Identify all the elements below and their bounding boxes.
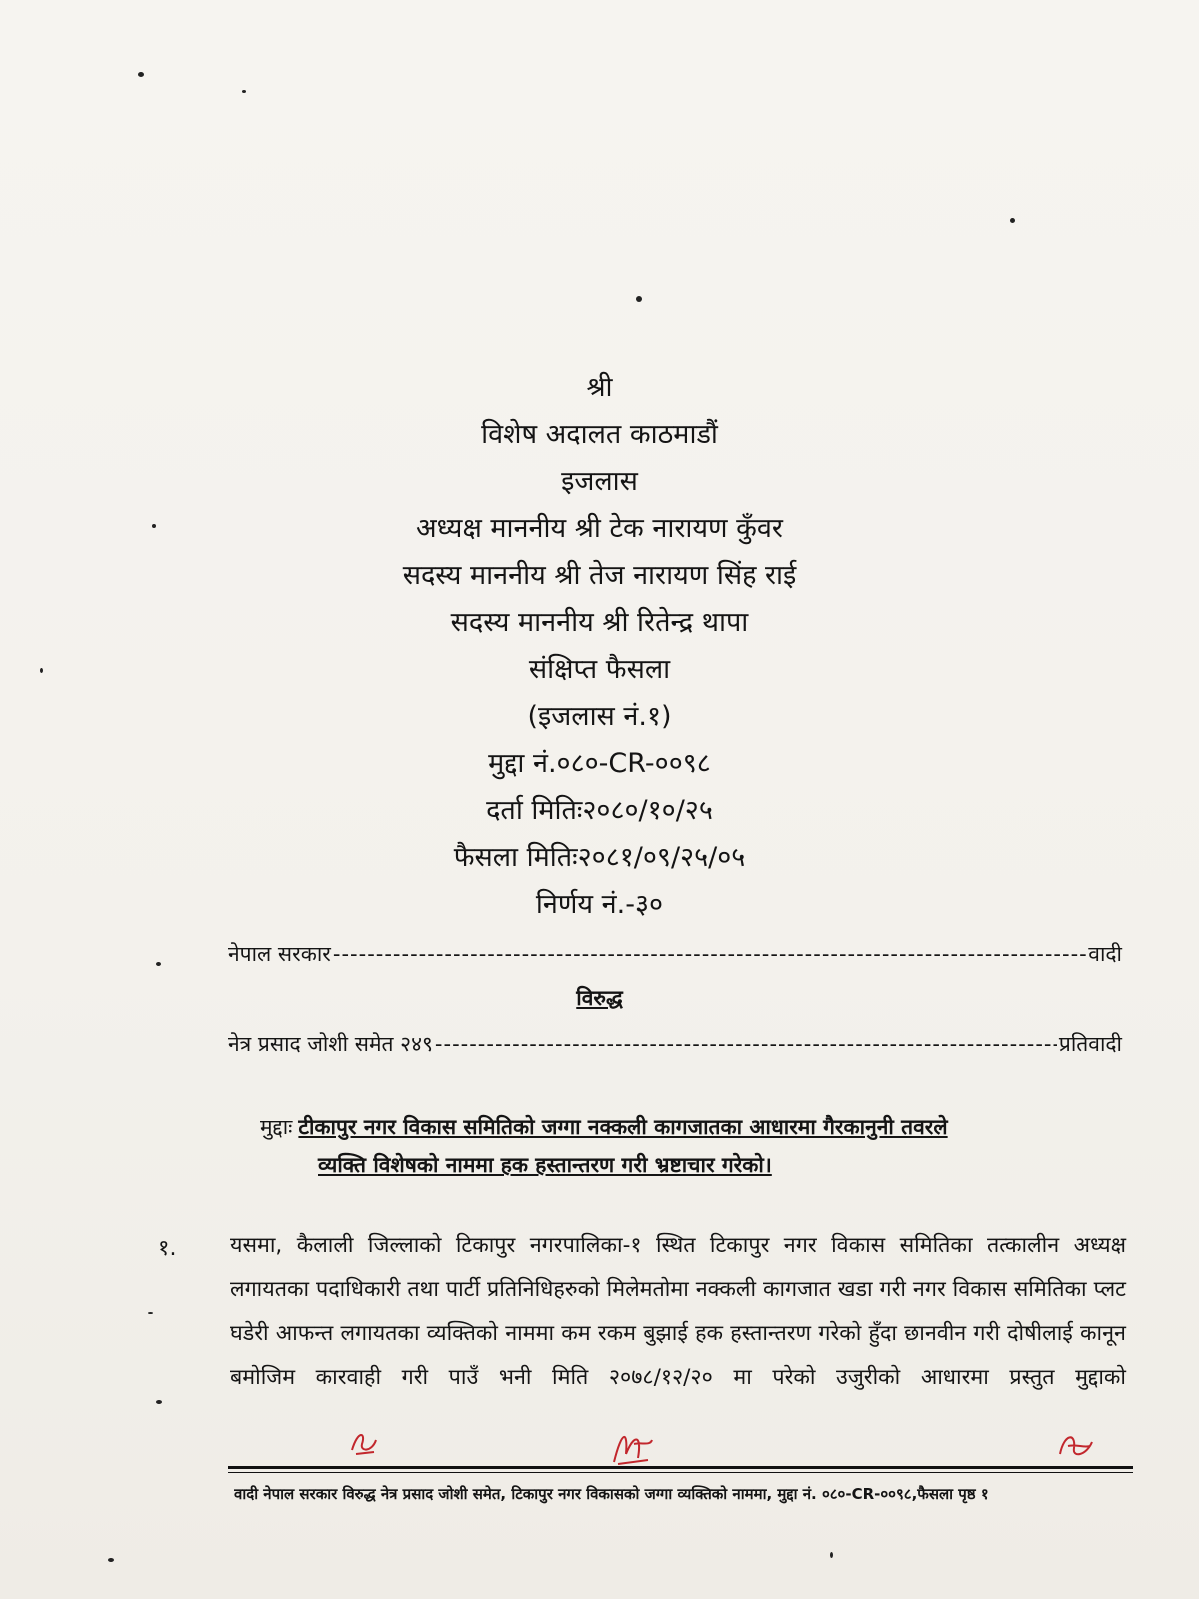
- subject-text-2: व्यक्ति विशेषको नाममा हक हस्तान्तरण गरी भ्रष्टाचार गरेको।: [318, 1153, 772, 1177]
- signature-initials-1: [348, 1422, 382, 1458]
- page-footer: वादी नेपाल सरकार विरुद्ध नेत्र प्रसाद जोशी समेत, टिकापुर नगर विकासको जग्गा व्यक्तिको नाममा, मुद्दा नं. ०८०-CR-००९८,फैसला पृष्ठ १: [234, 1485, 989, 1503]
- footer-rule-thick: [228, 1466, 1133, 1469]
- court-name: विशेष अदालत काठमाडौं: [481, 419, 718, 450]
- bench-member-1: सदस्य माननीय श्री तेज नारायण सिंह राई: [402, 560, 797, 591]
- subject-label: मुद्दाः: [260, 1115, 293, 1139]
- paragraph-text: यसमा, कैलाली जिल्लाको टिकापुर नगरपालिका-१ स्थित टिकापुर नगर विकास समितिका तत्कालीन अध्यक्ष लगायतका पदाधिकारी तथा पार्टी प्रतिनिधिहरुको मिलेमतोमा नक्कली कागजात खडा गरी नगर विकास समितिका प्लट घडेरी आफन्त लगायतका व्यक्तिको नाममा कम रकम बुझाई हक हस्तान्तरण गरेको हुँदा छानवीन गरी दोषीलाई कानून बमोजिम कारवाही गरी पाउँ भनी मिति २०७८/१२/२० मा परेको उजुरीको आधारमा प्रस्तुत मुद्दाको: [230, 1233, 1126, 1390]
- bench-chair: अध्यक्ष माननीय श्री टेक नारायण कुँवर: [416, 513, 783, 544]
- footer-rule-thin: [228, 1472, 1133, 1473]
- dash-leader: [435, 1032, 1057, 1056]
- scan-speck: [242, 90, 246, 93]
- plaintiff-name: नेपाल सरकार: [228, 942, 331, 966]
- paragraph-number: १.: [158, 1236, 177, 1261]
- dash-leader: [333, 942, 1086, 966]
- signature-initials-2: [608, 1424, 656, 1468]
- decision-number: निर्णय नं.-३०: [535, 889, 664, 920]
- subject-line-2: [260, 1146, 1130, 1184]
- plaintiff-role: वादी: [1088, 942, 1122, 966]
- scan-speck: [1010, 218, 1015, 223]
- case-number: मुद्दा नं.०८०-CR-००९८: [488, 748, 711, 779]
- versus-heading: [0, 984, 1199, 1012]
- registration-date: दर्ता मितिः२०८०/१०/२५: [486, 795, 713, 826]
- scan-speck: [148, 1312, 153, 1314]
- case-subject: [260, 1108, 1130, 1184]
- subject-text-1: टीकापुर नगर विकास समितिको जग्गा नक्कली कागजातका आधारमा गैरकानुनी तवरले: [298, 1115, 948, 1139]
- court-header: [0, 364, 1199, 928]
- subject-line-1: [260, 1108, 1130, 1146]
- bench-number: (इजलास नं.१): [527, 701, 672, 732]
- scan-speck: [156, 1400, 162, 1404]
- scan-speck: [108, 1558, 114, 1562]
- ijlas-heading: इजलास: [561, 466, 638, 497]
- scan-speck: [156, 962, 161, 966]
- bench-member-2: सदस्य माननीय श्री रितेन्द्र थापा: [450, 607, 749, 638]
- scan-speck: [138, 72, 144, 77]
- versus-label: विरुद्ध: [576, 986, 623, 1010]
- plaintiff-row: [228, 940, 1122, 968]
- shree-heading: श्री: [586, 372, 613, 403]
- defendant-name: नेत्र प्रसाद जोशी समेत २४९: [228, 1032, 433, 1056]
- scan-speck: [830, 1552, 833, 1558]
- defendant-role: प्रतिवादी: [1058, 1032, 1122, 1056]
- verdict-date: फैसला मितिः२०८१/०९/२५/०५: [453, 842, 746, 873]
- verdict-type: संक्षिप्त फैसला: [528, 654, 671, 685]
- signature-initials-3: [1054, 1424, 1098, 1464]
- scan-speck: [636, 296, 642, 302]
- defendant-row: [228, 1030, 1122, 1058]
